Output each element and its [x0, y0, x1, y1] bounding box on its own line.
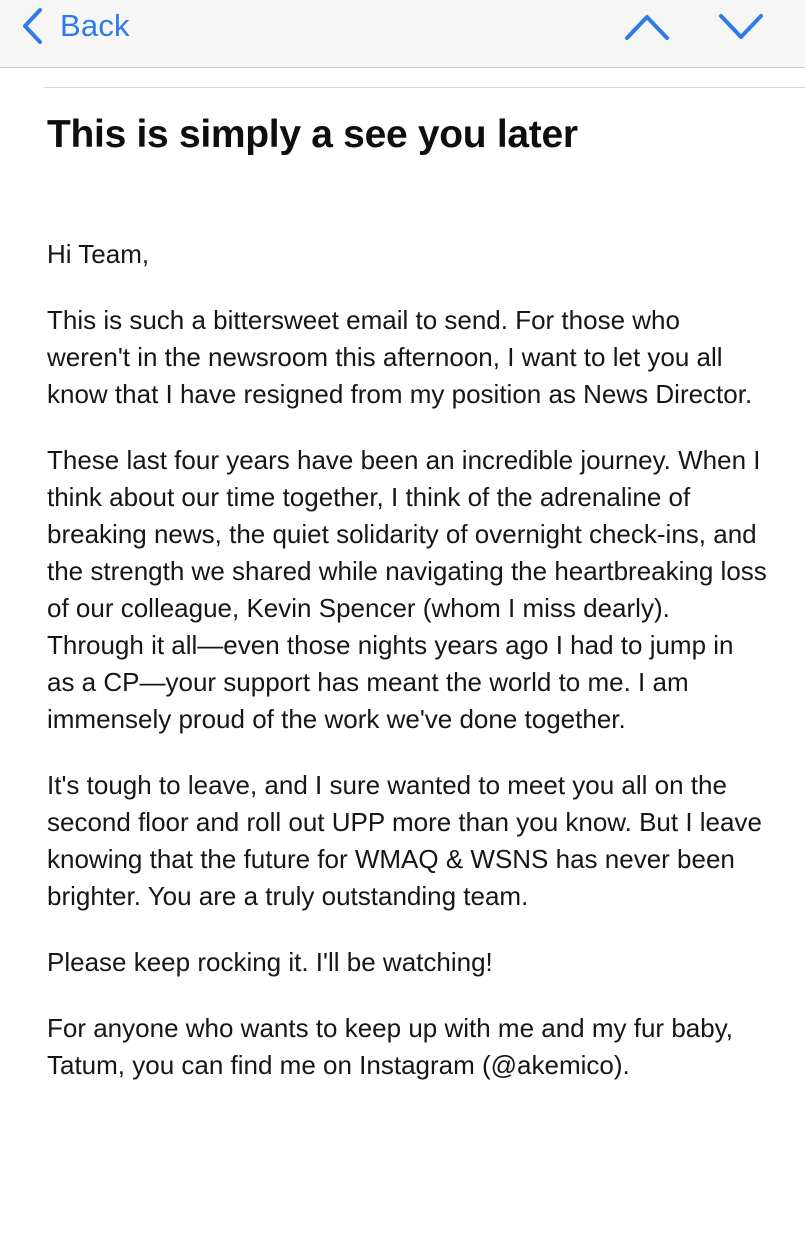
- next-message-button[interactable]: [718, 12, 764, 42]
- back-label: Back: [60, 8, 130, 43]
- navigation-bar: [0, 0, 805, 68]
- header-divider: [44, 87, 805, 88]
- email-paragraph: This is such a bittersweet email to send. For those who weren't in the newsroom this afternoon, I want to let you all know that I have resigned from my position as News Director.: [47, 305, 753, 409]
- chevron-left-icon: [20, 6, 44, 46]
- chevron-up-icon: [624, 12, 670, 42]
- email-paragraph: For anyone who wants to keep up with me and my fur baby, Tatum, you can find me on Instagram (@akemico).: [47, 1013, 733, 1080]
- email-paragraph: It's tough to leave, and I sure wanted to meet you all on the second floor and roll out UPP more than you know. But I leave knowing that the future for WMAQ & WSNS has never been brighter. You are a truly outstanding team.: [47, 770, 762, 911]
- previous-message-button[interactable]: [624, 12, 670, 42]
- back-button[interactable]: [20, 6, 130, 46]
- email-paragraph: Please keep rocking it. I'll be watching!: [47, 947, 493, 977]
- email-paragraph: These last four years have been an incredible journey. When I think about our time together, I think of the adrenaline of breaking news, the quiet solidarity of overnight check-ins, and the strength we shared while navigating the heartbreaking loss of our colleague, Kevin Spencer (whom I miss dearly). Through it all—even those nights years ago I had to jump in as a CP—your support has meant the world to me. I am immensely proud of the work we've done together.: [47, 445, 767, 734]
- chevron-down-icon: [718, 12, 764, 42]
- email-subject: This is simply a see you later: [47, 113, 578, 156]
- email-greeting: Hi Team,: [47, 239, 150, 269]
- email-body: [47, 236, 767, 1113]
